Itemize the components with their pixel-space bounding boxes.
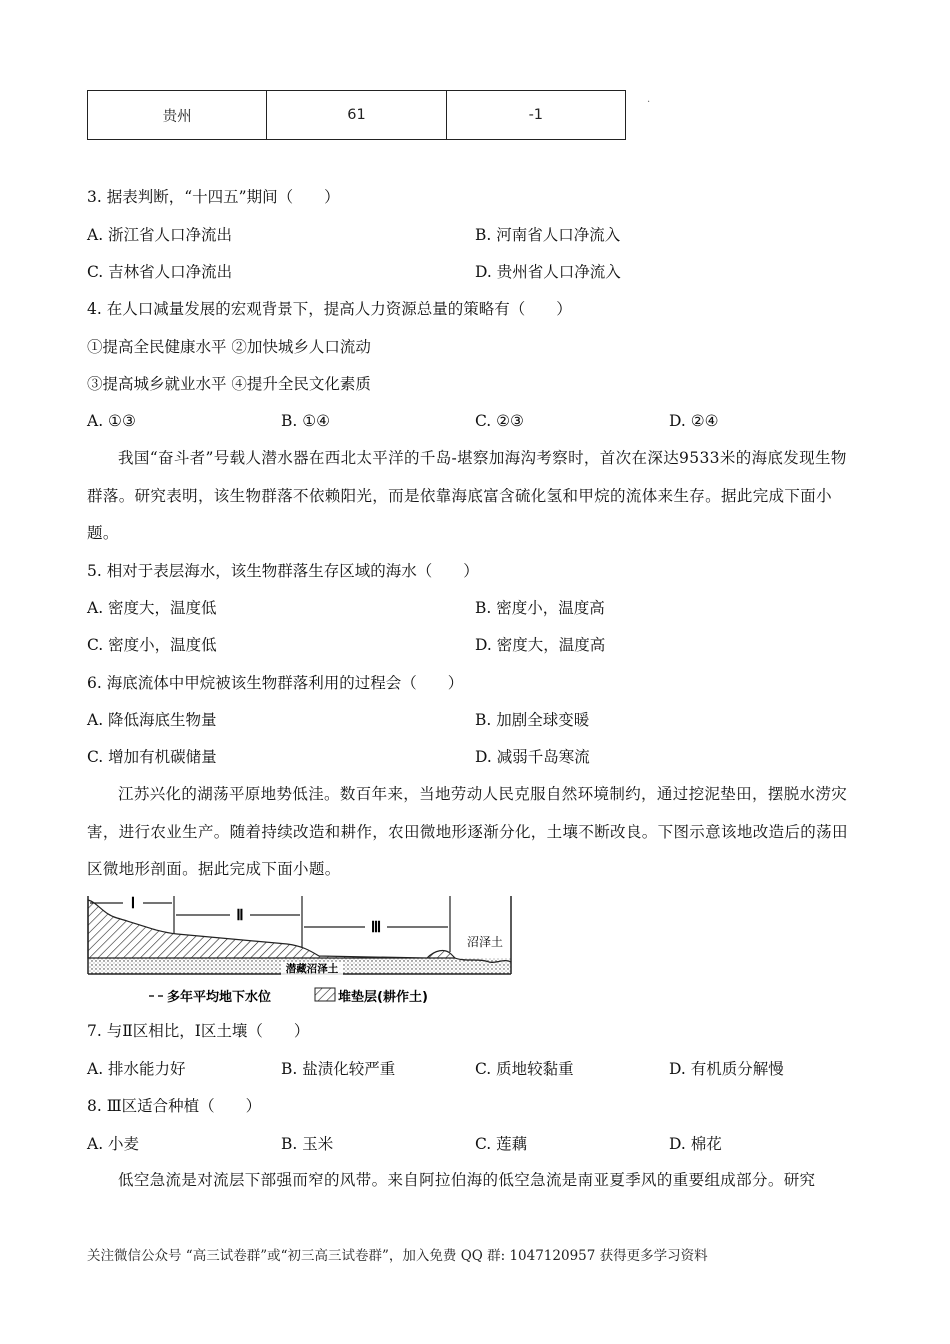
passage-deep-sea: 我国“奋斗者”号载人潜水器在西北太平洋的千岛-堪察加海沟考察时，首次在深达9533米的海底发现生物群落。研究表明，该生物群落不依赖阳光，而是依靠海底富含硫化氢和甲烷的流体来生存。据此完成下面小题。 — [87, 449, 847, 542]
passage-lake-plain: 江苏兴化的湖荡平原地势低洼。数百年来，当地劳动人民克服自然环境制约，通过挖泥垫田，摆脱水涝灾害，进行农业生产。随着持续改造和耕作，农田微地形逐渐分化，土壤不断改良。下图示意该地改造后的荡田区微地形剖面。据此完成下面小题。 — [87, 785, 848, 878]
q3-option-a: A. 浙江省人口净流出 — [87, 226, 233, 244]
profile-svg — [87, 892, 517, 1012]
q4-item-line-2: ③提高城乡就业水平 ④提升全民文化素质 — [87, 375, 371, 393]
zone-label-2: Ⅱ — [236, 908, 244, 924]
page-footer-notice: 关注微信公众号 “高三试卷群”或“初三高三试卷群”，加入免费 QQ 群: 1047120957 获得更多学习资料 — [87, 1248, 708, 1264]
table-cell-value-1: 61 — [267, 91, 446, 139]
q8-option-c: C. 莲藕 — [475, 1135, 528, 1153]
q6-option-a: A. 降低海底生物量 — [87, 711, 217, 729]
q6-stem: 6. 海底流体中甲烷被该生物群落利用的过程会（ ） — [87, 674, 464, 692]
q7-option-c: C. 质地较黏重 — [475, 1060, 574, 1078]
stray-dot: . — [647, 94, 651, 105]
q4-option-b: B. ①④ — [281, 412, 331, 430]
q5-option-a: A. 密度大，温度低 — [87, 599, 217, 617]
legend-water-table-label: 多年平均地下水位 — [167, 990, 272, 1005]
q4-stem: 4. 在人口减量发展的宏观背景下，提高人力资源总量的策略有（ ） — [87, 300, 572, 318]
q5-option-b: B. 密度小，温度高 — [475, 599, 605, 617]
table-cell-province: 贵州 — [88, 91, 267, 139]
q8-option-a: A. 小麦 — [87, 1135, 140, 1153]
q4-option-c: C. ②③ — [475, 412, 524, 430]
q8-option-d: D. 棉花 — [669, 1135, 722, 1153]
q5-option-d: D. 密度大，温度高 — [475, 636, 606, 654]
q6-option-c: C. 增加有机碳储量 — [87, 748, 217, 766]
marsh-soil-label: 沼泽土 — [467, 935, 504, 949]
table-cell-value-2: -1 — [528, 107, 544, 123]
q7-option-a: A. 排水能力好 — [87, 1060, 186, 1078]
zone-label-1: Ⅰ — [130, 896, 136, 912]
q6-option-d: D. 减弱千岛寒流 — [475, 748, 590, 766]
q3-stem: 3. 据表判断，“十四五”期间（ ） — [87, 188, 340, 206]
q3-option-c: C. 吉林省人口净流出 — [87, 263, 233, 281]
q7-stem: 7. 与Ⅱ区相比，Ⅰ区土壤（ ） — [87, 1022, 310, 1040]
legend-hatch-swatch — [315, 988, 335, 1001]
passage-low-level-jet: 低空急流是对流层下部强而窄的风带。来自阿拉伯海的低空急流是南亚夏季风的重要组成部分。研究 — [118, 1171, 816, 1189]
q8-stem: 8. Ⅲ区适合种植（ ） — [87, 1097, 262, 1115]
microtopography-profile-diagram — [87, 892, 517, 1012]
q4-option-a: A. ①③ — [87, 412, 136, 430]
legend-fill-layer-label: 堆垫层(耕作土) — [338, 990, 428, 1005]
q7-option-d: D. 有机质分解慢 — [669, 1060, 784, 1078]
buried-marsh-soil-label: 潜藏沼泽土 — [285, 963, 339, 975]
q5-stem: 5. 相对于表层海水，该生物群落生存区域的海水（ ） — [87, 562, 479, 580]
q8-option-b: B. 玉米 — [281, 1135, 334, 1153]
q5-option-c: C. 密度小，温度低 — [87, 636, 217, 654]
fill-layer-cultivated-soil — [88, 900, 455, 958]
q4-option-d: D. ②④ — [669, 412, 719, 430]
q6-option-b: B. 加剧全球变暖 — [475, 711, 590, 729]
population-table-row — [87, 90, 626, 140]
q7-option-b: B. 盐渍化较严重 — [281, 1060, 396, 1078]
q4-item-line-1: ①提高全民健康水平 ②加快城乡人口流动 — [87, 338, 371, 356]
q3-option-d: D. 贵州省人口净流入 — [475, 263, 621, 281]
zone-label-3: Ⅲ — [370, 920, 382, 936]
q3-option-b: B. 河南省人口净流入 — [475, 226, 621, 244]
